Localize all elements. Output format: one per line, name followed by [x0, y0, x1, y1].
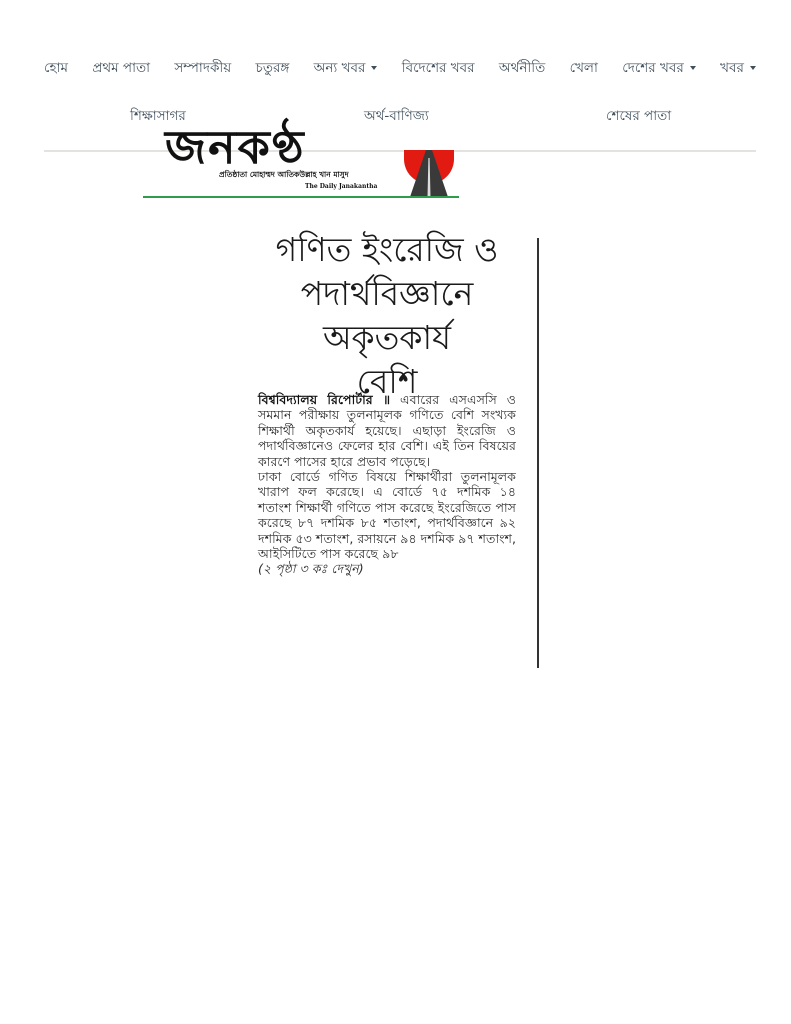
article-continuation: (২ পৃষ্ঠা ৩ কঃ দেখুন) [258, 561, 364, 577]
caret-down-icon [690, 66, 696, 70]
masthead-tagline: প্রতিষ্ঠাতা মোহাম্মদ আতিকউল্লাহ খান মাসুদ [219, 170, 349, 179]
article-paragraph-2: ঢাকা বোর্ডে গণিত বিষয়ে শিক্ষার্থীরা তুলনামূলক খারাপ ফল করেছে। এ বোর্ডে ৭৫ দশমিক ১৪ শতাংশ শিক্ষার্থী গণিতে পাস করেছে ইংরেজিতে পাস করেছে ৮৭ দশমিক ৮৫ শতাংশ, পদার্থবিজ্ঞানে ৯২ দশমিক ৫৩ শতাংশ, রসায়নে ৯৪ দশমিক ৯৭ শতাংশ, আইসিটিতে পাস করেছে ৯৮ [258, 469, 516, 562]
article-byline: বিশ্ববিদ্যালয় রিপোর্টার ॥ [258, 392, 391, 407]
nav-item-9[interactable] [720, 57, 756, 80]
headline-line-1: পদার্থবিজ্ঞানে [300, 274, 474, 313]
nav-item-7[interactable] [570, 57, 598, 80]
headline-line-3: বেশি [356, 362, 418, 401]
nav-item-label: চতুরঙ্গ [255, 59, 290, 76]
masthead-english-name: The Daily Janakantha [305, 183, 378, 190]
column-rule [537, 238, 539, 668]
nav-item-3[interactable] [256, 57, 290, 80]
nav-item-1[interactable] [92, 57, 150, 80]
sub-nav-item-0[interactable]: শিক্ষাসাগর [130, 108, 186, 124]
headline-line-0: গণিত ইংরেজি ও [275, 230, 499, 269]
nav-item-2[interactable] [174, 57, 231, 80]
nav-item-label: অন্য খবর [313, 59, 366, 76]
nav-item-6[interactable] [499, 57, 545, 80]
article-paragraph-1-text: এবারের এসএসসি ও সমমান পরীক্ষায় তুলনামূলক গণিতে বেশি সংখ্যক শিক্ষার্থী অকৃতকার্য হয়েছে। এছাড়া ইংরেজি ও পদার্থবিজ্ঞানেও ফেলের হার বেশি। এই তিন বিষয়ের কারণে পাসের হারে প্রভাব পড়েছে। [258, 392, 516, 469]
article-body [258, 392, 516, 577]
nav-item-0[interactable] [44, 57, 68, 80]
article-headline [262, 228, 512, 404]
caret-down-icon [750, 66, 756, 70]
nav-item-label: বিদেশের খবর [401, 59, 475, 76]
masthead-logo: জনকণ্ঠ [165, 120, 306, 174]
nav-item-8[interactable] [622, 57, 696, 80]
sub-nav [44, 105, 756, 129]
masthead-rule [143, 196, 459, 198]
sub-nav-item-2[interactable]: শেষের পাতা [606, 108, 672, 124]
sub-nav-item-1[interactable]: অর্থ-বাণিজ্য [364, 108, 429, 124]
nav-item-5[interactable] [402, 57, 475, 80]
nav-item-label: খেলা [569, 59, 598, 76]
masthead-road-icon [404, 150, 454, 197]
nav-item-label: অর্থনীতি [498, 59, 546, 76]
nav-item-label: দেশের খবর [622, 59, 684, 76]
main-nav [44, 56, 756, 80]
article-paragraph-1 [258, 392, 516, 469]
nav-item-4[interactable] [314, 57, 378, 80]
headline-line-2: অকৃতকার্য [322, 318, 452, 357]
nav-item-label: সম্পাদকীয় [174, 59, 232, 76]
nav-item-label: প্রথম পাতা [92, 59, 151, 76]
nav-item-label: খবর [720, 59, 744, 76]
caret-down-icon [371, 66, 377, 70]
nav-item-label: হোম [44, 59, 68, 76]
